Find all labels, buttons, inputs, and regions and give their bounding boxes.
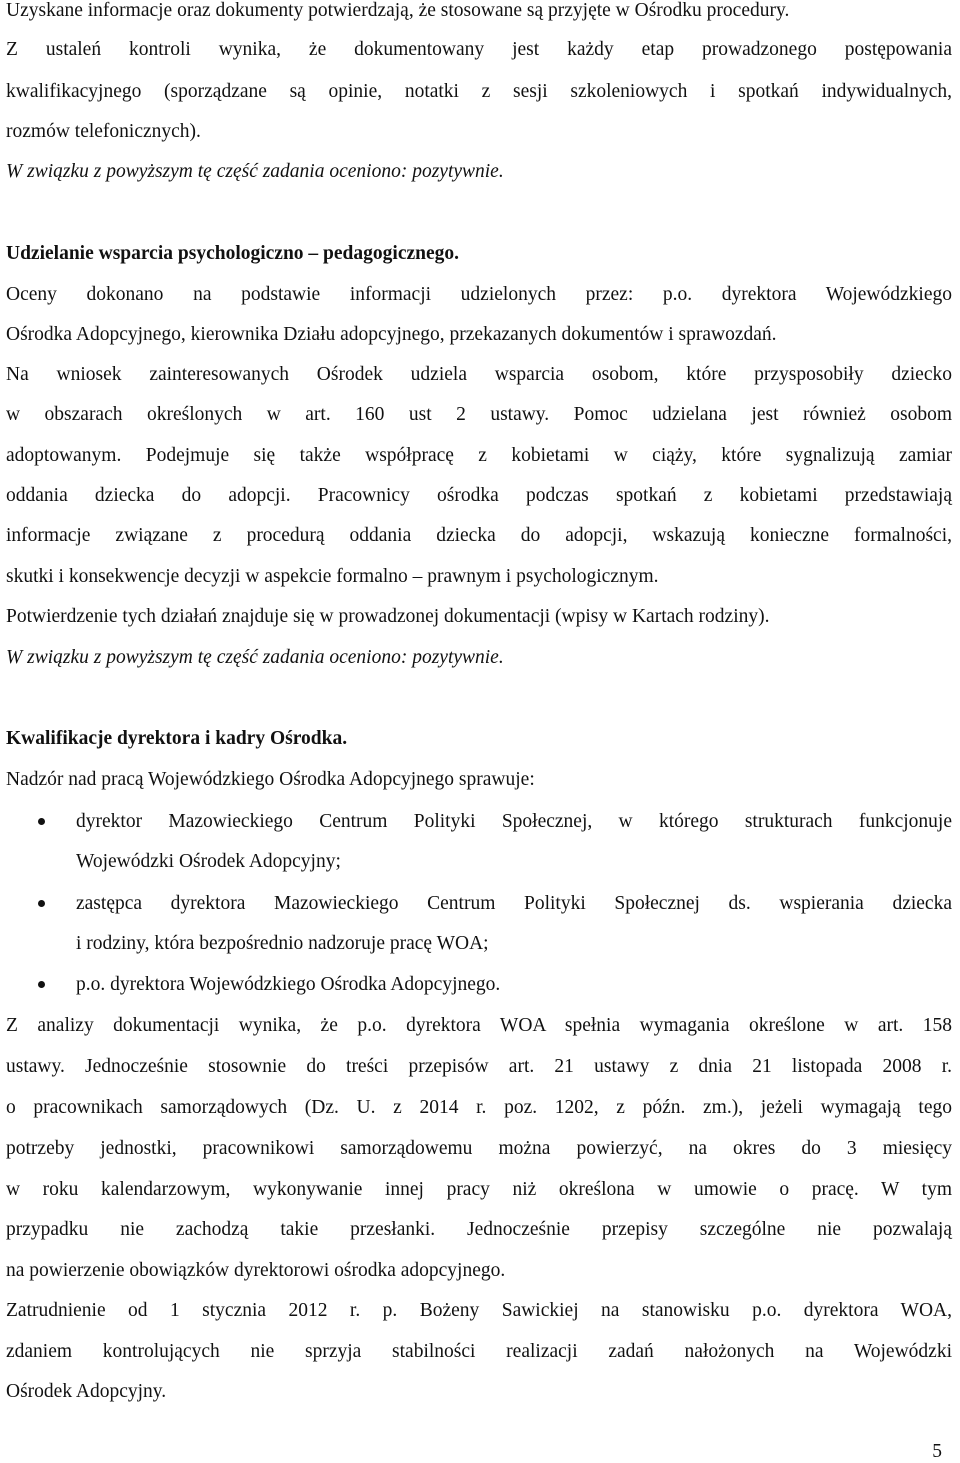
bullet-icon — [38, 981, 45, 988]
paragraph-line: Z analizy dokumentacji wynika, że p.o. dyrektora WOA spełnia wymagania określone w art. 158 — [6, 1015, 952, 1036]
bullet-icon — [38, 818, 45, 825]
conclusion-text: W związku z powyższym tę część zadania oceniono: pozytywnie. — [6, 161, 504, 182]
page-number: 5 — [932, 1441, 942, 1462]
paragraph-line: w roku kalendarzowym, wykonywanie innej pracy niż określona w umowie o pracę. W tym — [6, 1179, 952, 1200]
bullet-icon — [38, 900, 45, 907]
list-item-line: zastępca dyrektora Mazowieckiego Centrum Polityki Społecznej ds. wspierania dziecka — [76, 893, 952, 914]
paragraph-line: Uzyskane informacje oraz dokumenty potwierdzają, że stosowane są przyjęte w Ośrodku procedury. — [6, 0, 790, 21]
paragraph-line: na powierzenie obowiązków dyrektorowi ośrodka adopcyjnego. — [6, 1260, 506, 1281]
list-item-line: p.o. dyrektora Wojewódzkiego Ośrodka Adopcyjnego. — [76, 974, 501, 995]
paragraph-line: o pracownikach samorządowych (Dz. U. z 2014 r. poz. 1202, z późn. zm.), jeżeli wymagają tego — [6, 1097, 952, 1118]
paragraph-line: kwalifikacyjnego (sporządzane są opinie, notatki z sesji szkoleniowych i spotkań indywidualnych, — [6, 81, 952, 102]
paragraph-line: Zatrudnienie od 1 stycznia 2012 r. p. Bożeny Sawickiej na stanowisku p.o. dyrektora WOA, — [6, 1300, 952, 1321]
paragraph-line: informacje związane z procedurą oddania dziecka do adopcji, wskazują konieczne formalności, — [6, 525, 952, 546]
paragraph-line: Oceny dokonano na podstawie informacji udzielonych przez: p.o. dyrektora Wojewódzkiego — [6, 284, 952, 305]
paragraph-line: Ośrodka Adopcyjnego, kierownika Działu adopcyjnego, przekazanych dokumentów i sprawozdań. — [6, 324, 777, 345]
paragraph-line: Na wniosek zainteresowanych Ośrodek udziela wsparcia osobom, które przysposobiły dziecko — [6, 364, 952, 385]
paragraph-line: w obszarach określonych w art. 160 ust 2 ustawy. Pomoc udzielana jest również osobom — [6, 404, 952, 425]
list-item-line: dyrektor Mazowieckiego Centrum Polityki Społecznej, w którego strukturach funkcjonuje — [76, 811, 952, 832]
list-item-line: i rodziny, która bezpośrednio nadzoruje pracę WOA; — [76, 933, 489, 954]
section-heading: Kwalifikacje dyrektora i kadry Ośrodka. — [6, 728, 348, 749]
paragraph-line: rozmów telefonicznych). — [6, 121, 201, 142]
section-heading: Udzielanie wsparcia psychologiczno – pedagogicznego. — [6, 243, 460, 264]
list-item-line: Wojewódzki Ośrodek Adopcyjny; — [76, 851, 341, 872]
conclusion-text: W związku z powyższym tę część zadania oceniono: pozytywnie. — [6, 647, 504, 668]
paragraph-line: zdaniem kontrolujących nie sprzyja stabilności realizacji zadań nałożonych na Wojewódzki — [6, 1341, 952, 1362]
paragraph-line: skutki i konsekwencje decyzji w aspekcie formalno – prawnym i psychologicznym. — [6, 566, 659, 587]
paragraph-line: potrzeby jednostki, pracownikowi samorządowemu można powierzyć, na okres do 3 miesięcy — [6, 1138, 952, 1159]
intro-text: Nadzór nad pracą Wojewódzkiego Ośrodka Adopcyjnego sprawuje: — [6, 769, 535, 790]
paragraph-line: oddania dziecka do adopcji. Pracownicy ośrodka podczas spotkań z kobietami przedstawiają — [6, 485, 952, 506]
paragraph-line: Z ustaleń kontroli wynika, że dokumentowany jest każdy etap prowadzonego postępowania — [6, 39, 952, 60]
paragraph-line: przypadku nie zachodzą takie przesłanki. Jednocześnie przepisy szczególne nie pozwalają — [6, 1219, 952, 1240]
paragraph-line: Ośrodek Adopcyjny. — [6, 1381, 167, 1402]
paragraph-line: Potwierdzenie tych działań znajduje się w prowadzonej dokumentacji (wpisy w Kartach rodziny). — [6, 606, 770, 627]
paragraph-line: ustawy. Jednocześnie stosownie do treści przepisów art. 21 ustawy z dnia 21 listopada 2008 r. — [6, 1056, 952, 1077]
paragraph-line: adoptowanym. Podejmuje się także współpracę z kobietami w ciąży, które sygnalizują zamiar — [6, 445, 952, 466]
